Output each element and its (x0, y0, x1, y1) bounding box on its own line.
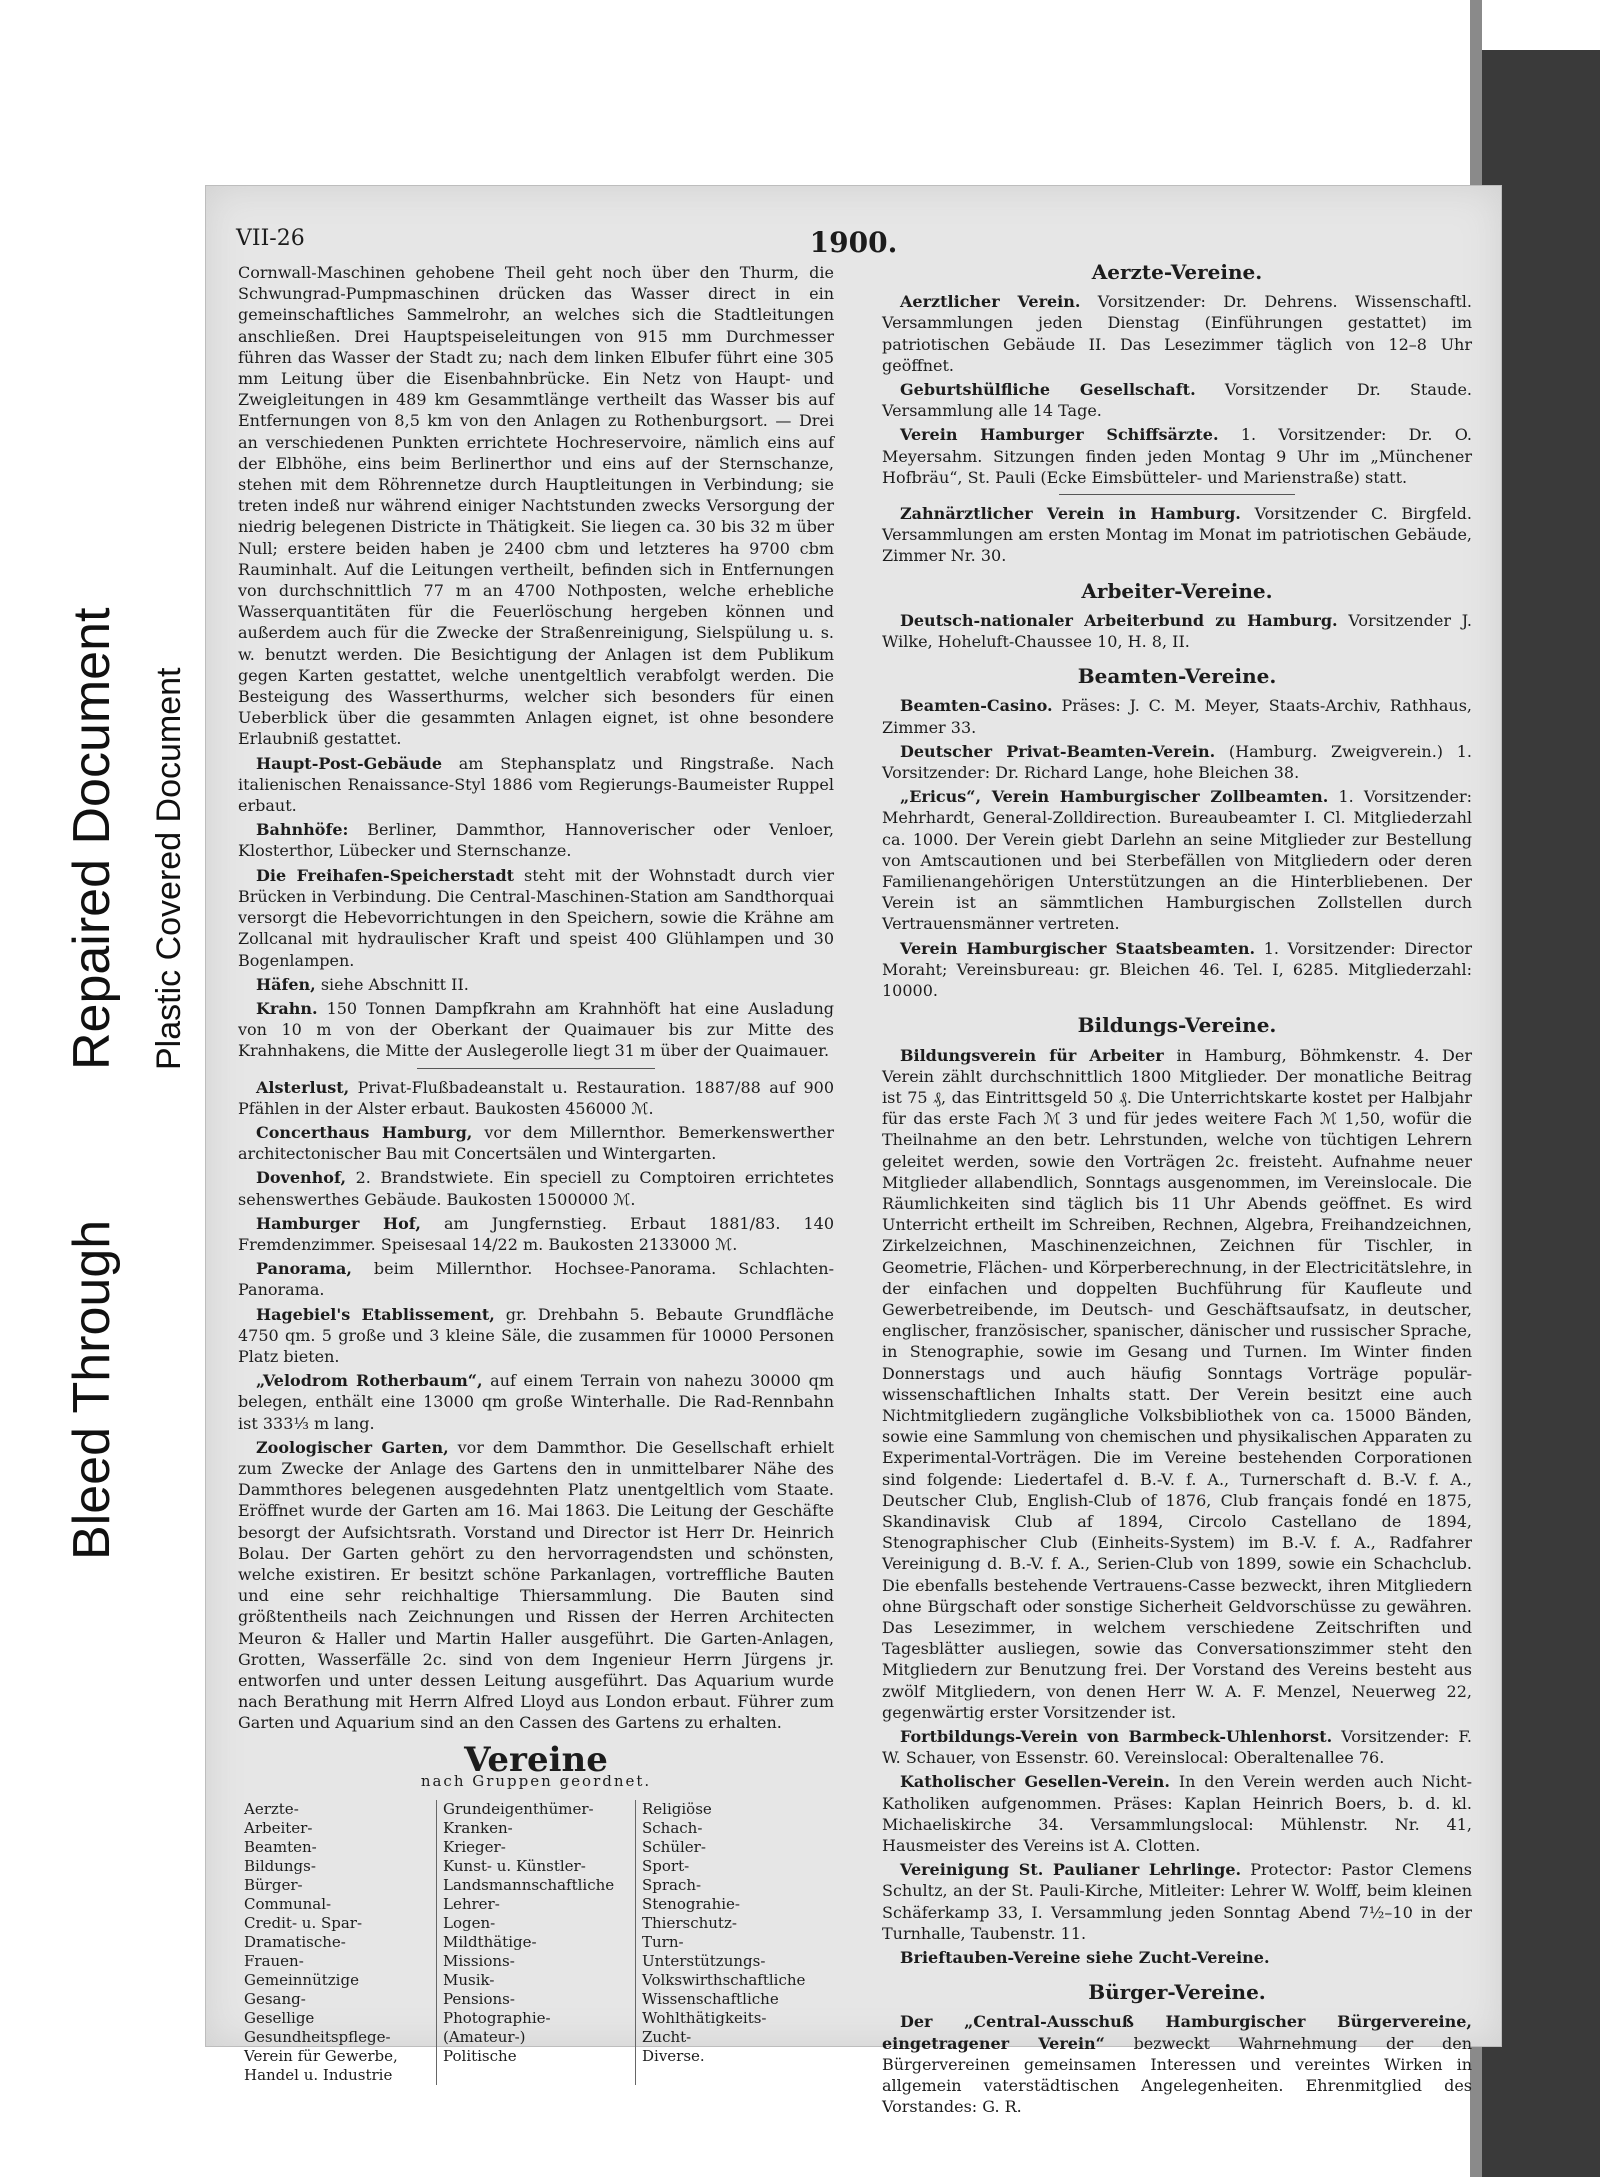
entry-heading: Alsterlust, (256, 1077, 350, 1097)
entry-text: Vorsitzender C. Birgfeld. Versammlungen am ersten Montag im Monat im patriotischen Gebäude, Zimmer Nr. 30. (882, 504, 1473, 566)
group-item: Volkswirthschaftliche (642, 1971, 806, 1990)
entry-alsterlust (238, 1077, 834, 1119)
group-item: Sprach- (642, 1876, 702, 1895)
group-item: Turn- (642, 1933, 684, 1952)
entry-heading: Bildungsverein für Arbeiter (900, 1045, 1164, 1065)
entry-panorama (238, 1258, 834, 1300)
entry-arbeiterbund (882, 610, 1472, 652)
section-heading-aerzte: Aerzte-Vereine. (1091, 260, 1263, 284)
group-item: Politische (443, 2047, 517, 2066)
entry-geburtshuelfliche (882, 379, 1472, 421)
entry-bildungsverein (882, 1045, 1472, 1724)
group-item: Stenograhie- (642, 1895, 740, 1914)
entry-velodrom (238, 1370, 834, 1434)
entry-text: Vorsitzender: Dr. Dehrens. Wissenschaftl. Versammlungen jeden Dienstag (Einführungen gestattet) im patriotischen Gebäude II. Das Lesezimmer täglich von 12–8 Uhr geöffnet. (882, 292, 1472, 375)
group-column-3 (635, 1800, 834, 2085)
group-item: Gesellige (244, 2009, 315, 2028)
group-item: Thierschutz- (642, 1914, 737, 1933)
group-item: Photographie- (443, 2009, 551, 2028)
group-item: Missions- (443, 1952, 515, 1971)
entry-heading: Krahn. (256, 998, 318, 1018)
entry-heading: Häfen, (256, 974, 316, 994)
entry-heading: Beamten-Casino. (900, 696, 1053, 716)
group-item: Bildungs- (244, 1857, 316, 1876)
entry-text: In den Verein werden auch Nicht-Katholiken aufgenommen. Präses: Kaplan Heinrich Boers, b. d. kl. Michaeliskirche 34. Versammlungslocal: Mühlenstr. Nr. 41, Hausmeister des Vereins ist A. Clotten. (882, 1772, 1472, 1856)
entry-heading: Zahnärztlicher Verein in Hamburg. (900, 504, 1241, 524)
entry-heading: Aerztlicher Verein. (900, 292, 1081, 312)
left-column (238, 262, 834, 2085)
group-item: Diverse. (642, 2047, 705, 2066)
entry-heading: Concerthaus Hamburg, (256, 1122, 473, 1142)
group-item: Religiöse (642, 1800, 712, 1819)
entry-gesellen-verein (882, 1771, 1472, 1856)
page-number: VII-26 (236, 226, 305, 251)
entry-heading: „Ericus“, Verein Hamburgischer Zollbeamten. (900, 787, 1329, 807)
vereine-subtitle: nach Gruppen geordnet. (420, 1771, 652, 1790)
divider (417, 1068, 655, 1069)
group-item: Kranken- (443, 1819, 513, 1838)
vereine-title: Vereine (464, 1739, 608, 1780)
group-item: Landsmannschaftliche (443, 1876, 615, 1895)
group-item: Krieger- (443, 1838, 506, 1857)
section-heading-beamten: Beamten-Vereine. (1077, 664, 1277, 689)
entry-text: vor dem Dammthor. Die Gesellschaft erhielt zum Zwecke der Anlage des Gartens den in unmittelbarer Nähe des Dammthores belegenen ausgedehnten Platz unentgeltlich vom Staate. Eröffnet wurde der Garten am 16. Mai 1863. Die Leitung der Geschäfte besorgt der Aufsichtsrath. Vorstand und Director ist Herr Dr. Heinrich Bolau. Der Garten gehört zu den hervorragendsten und schönsten, welche existiren. Er besitzt schöne Parkanlagen, vortreffliche Bauten und eine sehr reichhaltige Thiersammlung. Die Bauten sind größtentheils nach Zeichnungen und Rissen der Herren Architecten Meuron & Haller und Martin Haller ausgeführt. Die Garten-Anlagen, Grotten, Wasserfälle 2c. sind von dem Ingenieur Herrn Jürgens jr. entworfen und unter dessen Leitung ausgeführt. Das Aquarium wurde nach Berathung mit Herrn Alfred Lloyd aus London erbaut. Führer zum Garten und Aquarium sind an den Cassen des Gartens zu erhalten. (238, 1437, 835, 1733)
entry-text: 1. Vorsitzender: Director Moraht; Vereinsbureau: gr. Bleichen 46. Tel. I, 6285. Mitgliederzahl: 10000. (882, 938, 1473, 1001)
entry-text: auf einem Terrain von nahezu 30000 qm belegen, enthält eine 13000 qm große Winterhalle. Die Rad-Rennbahn ist 333⅓ m lang. (238, 1371, 834, 1433)
entry-heading: Zoologischer Garten, (256, 1437, 449, 1457)
entry-text: am Stephansplatz und Ringstraße. Nach italienischen Renaissance-Styl 1886 vom Regierungs-Baumeister Ruppel erbaut. (238, 753, 834, 816)
entry-text: siehe Abschnitt II. (320, 974, 469, 994)
entry-heading: Hamburger Hof, (256, 1213, 421, 1233)
entry-krahn (238, 998, 834, 1062)
entry-heading: Dovenhof, (256, 1168, 347, 1188)
entry-text: steht mit der Wohnstadt durch vier Brücken in Verbindung. Die Central-Maschinen-Station am Sandthorquai versorgt die Hebevorrichtungen in den Speichern, sowie die Krähne am Zollcanal mit hydraulischer Kraft und speist 400 Glühlampen und 30 Bogenlampen. (238, 865, 834, 970)
entry-heading: Hagebiel's Etablissement, (256, 1304, 495, 1324)
entry-text: bezweckt Wahrnehmung der den Bürgervereinen gemeinsamen Interessen und vereintes Wirken in allgemein vaterstädtischen Angelegenheiten. Ehrenmitglied des Vorstandes: G. R. (882, 2033, 1473, 2117)
group-item: Zucht- (642, 2028, 692, 2047)
document-page (205, 185, 1502, 2117)
entry-staatsbeamten (882, 938, 1472, 1002)
section-heading-buerger: Bürger-Vereine. (1088, 1980, 1266, 2005)
group-item: Gesundheitspflege- (244, 2028, 391, 2047)
group-index (238, 1800, 834, 2085)
group-item: Arbeiter- (244, 1819, 313, 1838)
divider (1059, 494, 1295, 495)
group-item: (Amateur-) (443, 2028, 526, 2047)
entry-heading: Panorama, (256, 1259, 352, 1279)
entry-freihafen (238, 865, 834, 971)
entry-text: Vorsitzender Dr. Staude. Versammlung alle 14 Tage. (882, 380, 1472, 421)
entry-heading: „Velodrom Rotherbaum“, (256, 1371, 483, 1391)
group-item: Beamten- (244, 1838, 317, 1857)
entry-zahnaerztlicher (882, 503, 1472, 567)
entry-heading: Der „Central-Ausschuß Hamburgischer Bürgervereine, eingetragener Verein“ (882, 2012, 1472, 2053)
entry-schiffsaerzte (882, 424, 1472, 488)
entry-heading: Haupt-Post-Gebäude (256, 753, 443, 773)
plastic-covered-label: Plastic Covered Document (150, 667, 188, 1070)
group-column-1 (238, 1800, 436, 2085)
entry-paulianer (882, 1859, 1472, 1944)
entry-heading: Verein Hamburger Schiffsärzte. (900, 425, 1219, 445)
right-column (882, 262, 1472, 2120)
entry-heading: Vereinigung St. Paulianer Lehrlinge. (900, 1860, 1242, 1880)
group-item: Frauen- (244, 1952, 304, 1971)
entry-heading: Deutscher Privat-Beamten-Verein. (900, 741, 1216, 761)
entry-heading: Bahnhöfe: (256, 820, 349, 840)
entry-text: gr. Drehbahn 5. Bebaute Grundfläche 4750 qm. 5 große und 3 kleine Säle, die zusammen für 10000 Personen Platz bieten. (238, 1304, 835, 1366)
group-item: Lehrer- (443, 1895, 500, 1914)
group-item: Credit- u. Spar- (244, 1914, 363, 1933)
page-header (236, 226, 1471, 260)
entry-text: in Hamburg, Böhmkenstr. 4. Der Verein zählt durchschnittlich 1800 Mitglieder. Der monatliche Beitrag ist 75 ₰, das Eintrittsgeld 50 ₰. Die Unterrichtskarte kostet per Halbjahr für das erste Fach ℳ 3 und für jedes weitere Fach ℳ 1,50, wofür die Theilnahme an den betr. Lehrstunden, welche von tüchtigen Lehrern geleitet werden, sowie den Vorträgen 2c. freisteht. Aufnahme neuer Mitglieder allabendlich, Sonntags ausgenommen, im Vereinslocale. Die Räumlichkeiten sind täglich bis 11 Uhr Abends geöffnet. Es wird Unterricht ertheilt im Schreiben, Rechnen, Algebra, Freihandzeichnen, Zirkelzeichnen, Maschinenzeichnen, Zeichnen für Tischler, in Geometrie, Flächen- und Körperberechnung, in der Electricitätslehre, in der einfachen und doppelten Buchführung für Kaufleute und Gewerbetreibende, im Deutsch- und Geschäftsaufsatz, in deutscher, englischer, französischer, spanischer, dänischer und russischer Sprache, in Stenographie, sowie im Gesang und Turnen. Im Winter finden Donnerstags und auch häufig Sonntags Vorträge populär-wissenschaftlichen Inhalts statt. Der Verein besitzt eine auch Nichtmitgliedern zugängliche Volksbibliothek von ca. 15000 Bänden, sowie eine Sammlung von chemischen und physikalischen Apparaten zu Experimental-Vorträgen. Die im Vereine bestehenden Corporationen sind folgende: Liedertafel d. B.-V. f. A., Turnerschaft d. B.-V. f. A., Deutscher Club, English-Club of 1876, Club français fondé en 1875, Skandinavisk Club af 1894, Circolo Castellano de 1894, Stenographischer Club (Einheits-System) im B.-V. f. A., Radfahrer Vereinigung d. B.-V. f. A., Serien-Club von 1899, sowie ein Schachclub. Die ebenfalls bestehende Vertrauens-Casse bezweckt, ihren Mitgliedern ohne Bürgschaft oder sonstige Sicherheit Geldvorschüsse zu gewähren. Das Lesezimmer, in welchem verschiedene Zeitschriften und Tagesblätter ausliegen, sowie das Conversationszimmer steht den Mitgliedern zur Benutzung frei. Der Vorstand des Vereins besteht aus zwölf Mitgliedern, von denen Herr W. A. F. Menzel, Neuerweg 22, gegenwärtig erster Vorsitzender ist. (882, 1045, 1473, 1722)
entry-bahnhoefe (238, 819, 834, 861)
entry-text: Präses: J. C. M. Meyer, Staats-Archiv, Rathhaus, Zimmer 33. (882, 696, 1472, 737)
entry-haefen (238, 974, 834, 995)
group-item: Bürger- (244, 1876, 303, 1895)
entry-heading: Die Freihafen-Speicherstadt (256, 865, 515, 885)
entry-text: beim Millernthor. Hochsee-Panorama. Schlachten-Panorama. (238, 1259, 834, 1300)
group-item: Wohlthätigkeits- (642, 2009, 767, 2028)
bleed-through-label: Bleed Through (63, 1219, 121, 1560)
entry-heading: Verein Hamburgischer Staatsbeamten. (900, 938, 1256, 958)
group-item: Logen- (443, 1914, 496, 1933)
entry-privat-beamten (882, 741, 1472, 783)
entry-text: vor dem Millernthor. Bemerkenswerther architectonischer Bau mit Concertsälen und Wintergarten. (238, 1122, 835, 1164)
entry-text: 2. Brandstwiete. Ein speciell zu Comptoiren errichtetes sehenswerthes Gebäude. Baukosten 1500000 ℳ. (238, 1168, 834, 1209)
entry-text: Protector: Pastor Clemens Schultz, an der St. Pauli-Kirche, Mitleiter: Lehrer W. Wolff, beim kleinen Schäferkamp 33, I. Versammlung jeden Sonntag Abend 7½–10 in der Turnhalle, Taubenstr. 11. (882, 1860, 1473, 1943)
entry-text: Vorsitzender: F. W. Schauer, von Essenstr. 60. Vereinslocal: Oberaltenallee 76. (882, 1727, 1473, 1768)
group-item: Verein für Gewerbe, (244, 2047, 398, 2066)
group-item: Grundeigenthümer- (443, 1800, 594, 1819)
group-item: Musik- (443, 1971, 495, 1990)
group-item: Sport- (642, 1857, 690, 1876)
entry-ericus (882, 786, 1472, 934)
section-heading-bildungs: Bildungs-Vereine. (1077, 1013, 1277, 1038)
entry-text: Berliner, Dammthor, Hannoverischer oder Venloer, Klosterthor, Lübecker und Sternschanze. (238, 820, 835, 861)
group-item: Handel u. Industrie (244, 2066, 393, 2085)
group-item: Aerzte- (244, 1800, 299, 1819)
group-item: Kunst- u. Künstler- (443, 1857, 586, 1876)
section-heading-arbeiter: Arbeiter-Vereine. (1081, 578, 1273, 603)
entry-text: 150 Tonnen Dampfkrahn am Krahnhöft hat eine Ausladung von 10 m von der Oberkant der Quaimauer bis zur Mitte des Krahnhakens, die Mitte der Auslegerolle liegt 31 m über der Quaimauer. (238, 998, 834, 1061)
group-item: Dramatische- (244, 1933, 346, 1952)
entry-concerthaus (238, 1122, 834, 1164)
entry-central-ausschuss (882, 2011, 1472, 2117)
group-item: Gesang- (244, 1990, 306, 2009)
group-item: Schach- (642, 1819, 703, 1838)
entry-dovenhof (238, 1167, 834, 1209)
entry-beamten-casino (882, 695, 1472, 737)
group-item: Pensions- (443, 1990, 515, 2009)
entry-text: 1. Vorsitzender: Dr. O. Meyersahm. Sitzungen finden jeden Montag 9 Uhr im „Münchener Hofbräu“, St. Pauli (Ecke Eimsbütteler- und Marienstraße) statt. (882, 425, 1473, 487)
entry-brieftauben: Brieftauben-Vereine siehe Zucht-Vereine. (900, 1948, 1270, 1968)
entry-text: (Hamburg. Zweigverein.) 1. Vorsitzender: Dr. Richard Lange, hohe Bleichen 38. (882, 741, 1472, 783)
group-item: Unterstützungs- (642, 1952, 766, 1971)
group-item: Gemeinnützige (244, 1971, 359, 1990)
group-item: Wissenschaftliche (642, 1990, 779, 2009)
entry-hamburger-hof (238, 1213, 834, 1255)
group-item: Communal- (244, 1895, 332, 1914)
repaired-document-label: Repaired Document (63, 607, 121, 1070)
entry-text: 1. Vorsitzender: Mehrhardt, General-Zolldirection. Bureaubeamter I. Cl. Mitgliederzahl ca. 1000. Der Verein giebt Darlehn an seine Mitglieder zur Bestellung von Amtscautionen und bei Sterbefällen von Mitgliedern oder deren Familienangehörigen Unterstützungen an die Hinterbliebenen. Der Verein ist an sämmtlichen Hamburgischen Zollstellen durch Vertrauensmänner vertreten. (882, 787, 1472, 934)
entry-text: Vorsitzender J. Wilke, Hoheluft-Chaussee 10, H. 8, II. (882, 610, 1472, 652)
group-column-2 (436, 1800, 635, 2085)
entry-text: Privat-Flußbadeanstalt u. Restauration. 1887/88 auf 900 Pfählen in der Alster erbaut. Baukosten 456000 ℳ. (238, 1077, 834, 1118)
entry-heading: Katholischer Gesellen-Verein. (900, 1772, 1170, 1792)
group-item: Mildthätige- (443, 1933, 537, 1952)
entry-aerztlicher-verein (882, 291, 1472, 376)
entry-text: am Jungfernstieg. Erbaut 1881/83. 140 Fremdenzimmer. Speisesaal 14/22 m. Baukosten 2133000 ℳ. (238, 1213, 835, 1254)
entry-heading: Deutsch-nationaler Arbeiterbund zu Hamburg. (900, 610, 1338, 630)
page-year: 1900. (809, 226, 898, 259)
entry-post (238, 753, 834, 817)
paragraph-waterworks: Cornwall-Maschinen gehobene Theil geht noch über den Thurm, die Schwungrad-Pumpmaschinen drücken das Wasser direct in ein gemeinschaftliches Sammelrohr, an welches sich die Stadtleitungen anschließen. Drei Hauptspeiseleitungen von 915 mm Durchmesser führen das Wasser der Stadt zu; nach dem linken Elbufer führt eine 305 mm Leitung über die Eisenbahnbrücke. Ein Netz von Haupt- und Zweigleitungen in 489 km Gesammtlänge vertheilt das Wasser bis auf Entfernungen von 8,5 km von den Anlagen zu Rothenburgsort. — Drei an verschiedenen Punkten errichtete Hochreservoire, nämlich eins auf der Elbhöhe, eins beim Berlinerthor und eins auf der Sternschanze, stehen mit dem Röhrennetze durch Hauptleitungen in Verbindung; sie treten indeß nur während einiger Nachtstunden zwecks Versorgung der niedrig belegenen Districte in Thätigkeit. Sie liegen ca. 30 bis 32 m über Null; erstere beiden haben je 2400 cbm und letzteres ha 9700 cbm Rauminhalt. Auf die Leitungen vertheilt, befinden sich in Entfernungen von durchschnittlich 77 m an 4700 Nothposten, welche erhebliche Wasserquantitäten für die Feuerlöschung hergeben können und außerdem auch für die Zwecke der Straßenreinigung, Sielspülung u. s. w. benutzt werden. Die Besichtigung der Anlagen ist dem Publikum gegen Karten gestattet, welche unentgeltlich verabfolgt werden. Die Besteigung des Wasserthurms, welcher sich besonders für einen Ueberblick über die gesammten Anlagen eignet, ist ohne besondere Erlaubniß gestattet. (238, 263, 834, 749)
entry-zoo (238, 1437, 834, 1734)
entry-heading: Fortbildungs-Verein von Barmbeck-Uhlenhorst. (900, 1727, 1333, 1746)
entry-heading: Geburtshülfliche Gesellschaft. (900, 380, 1196, 400)
entry-hagebiel (238, 1304, 834, 1368)
group-item: Schüler- (642, 1838, 706, 1857)
entry-fortbildungsverein (882, 1726, 1472, 1768)
